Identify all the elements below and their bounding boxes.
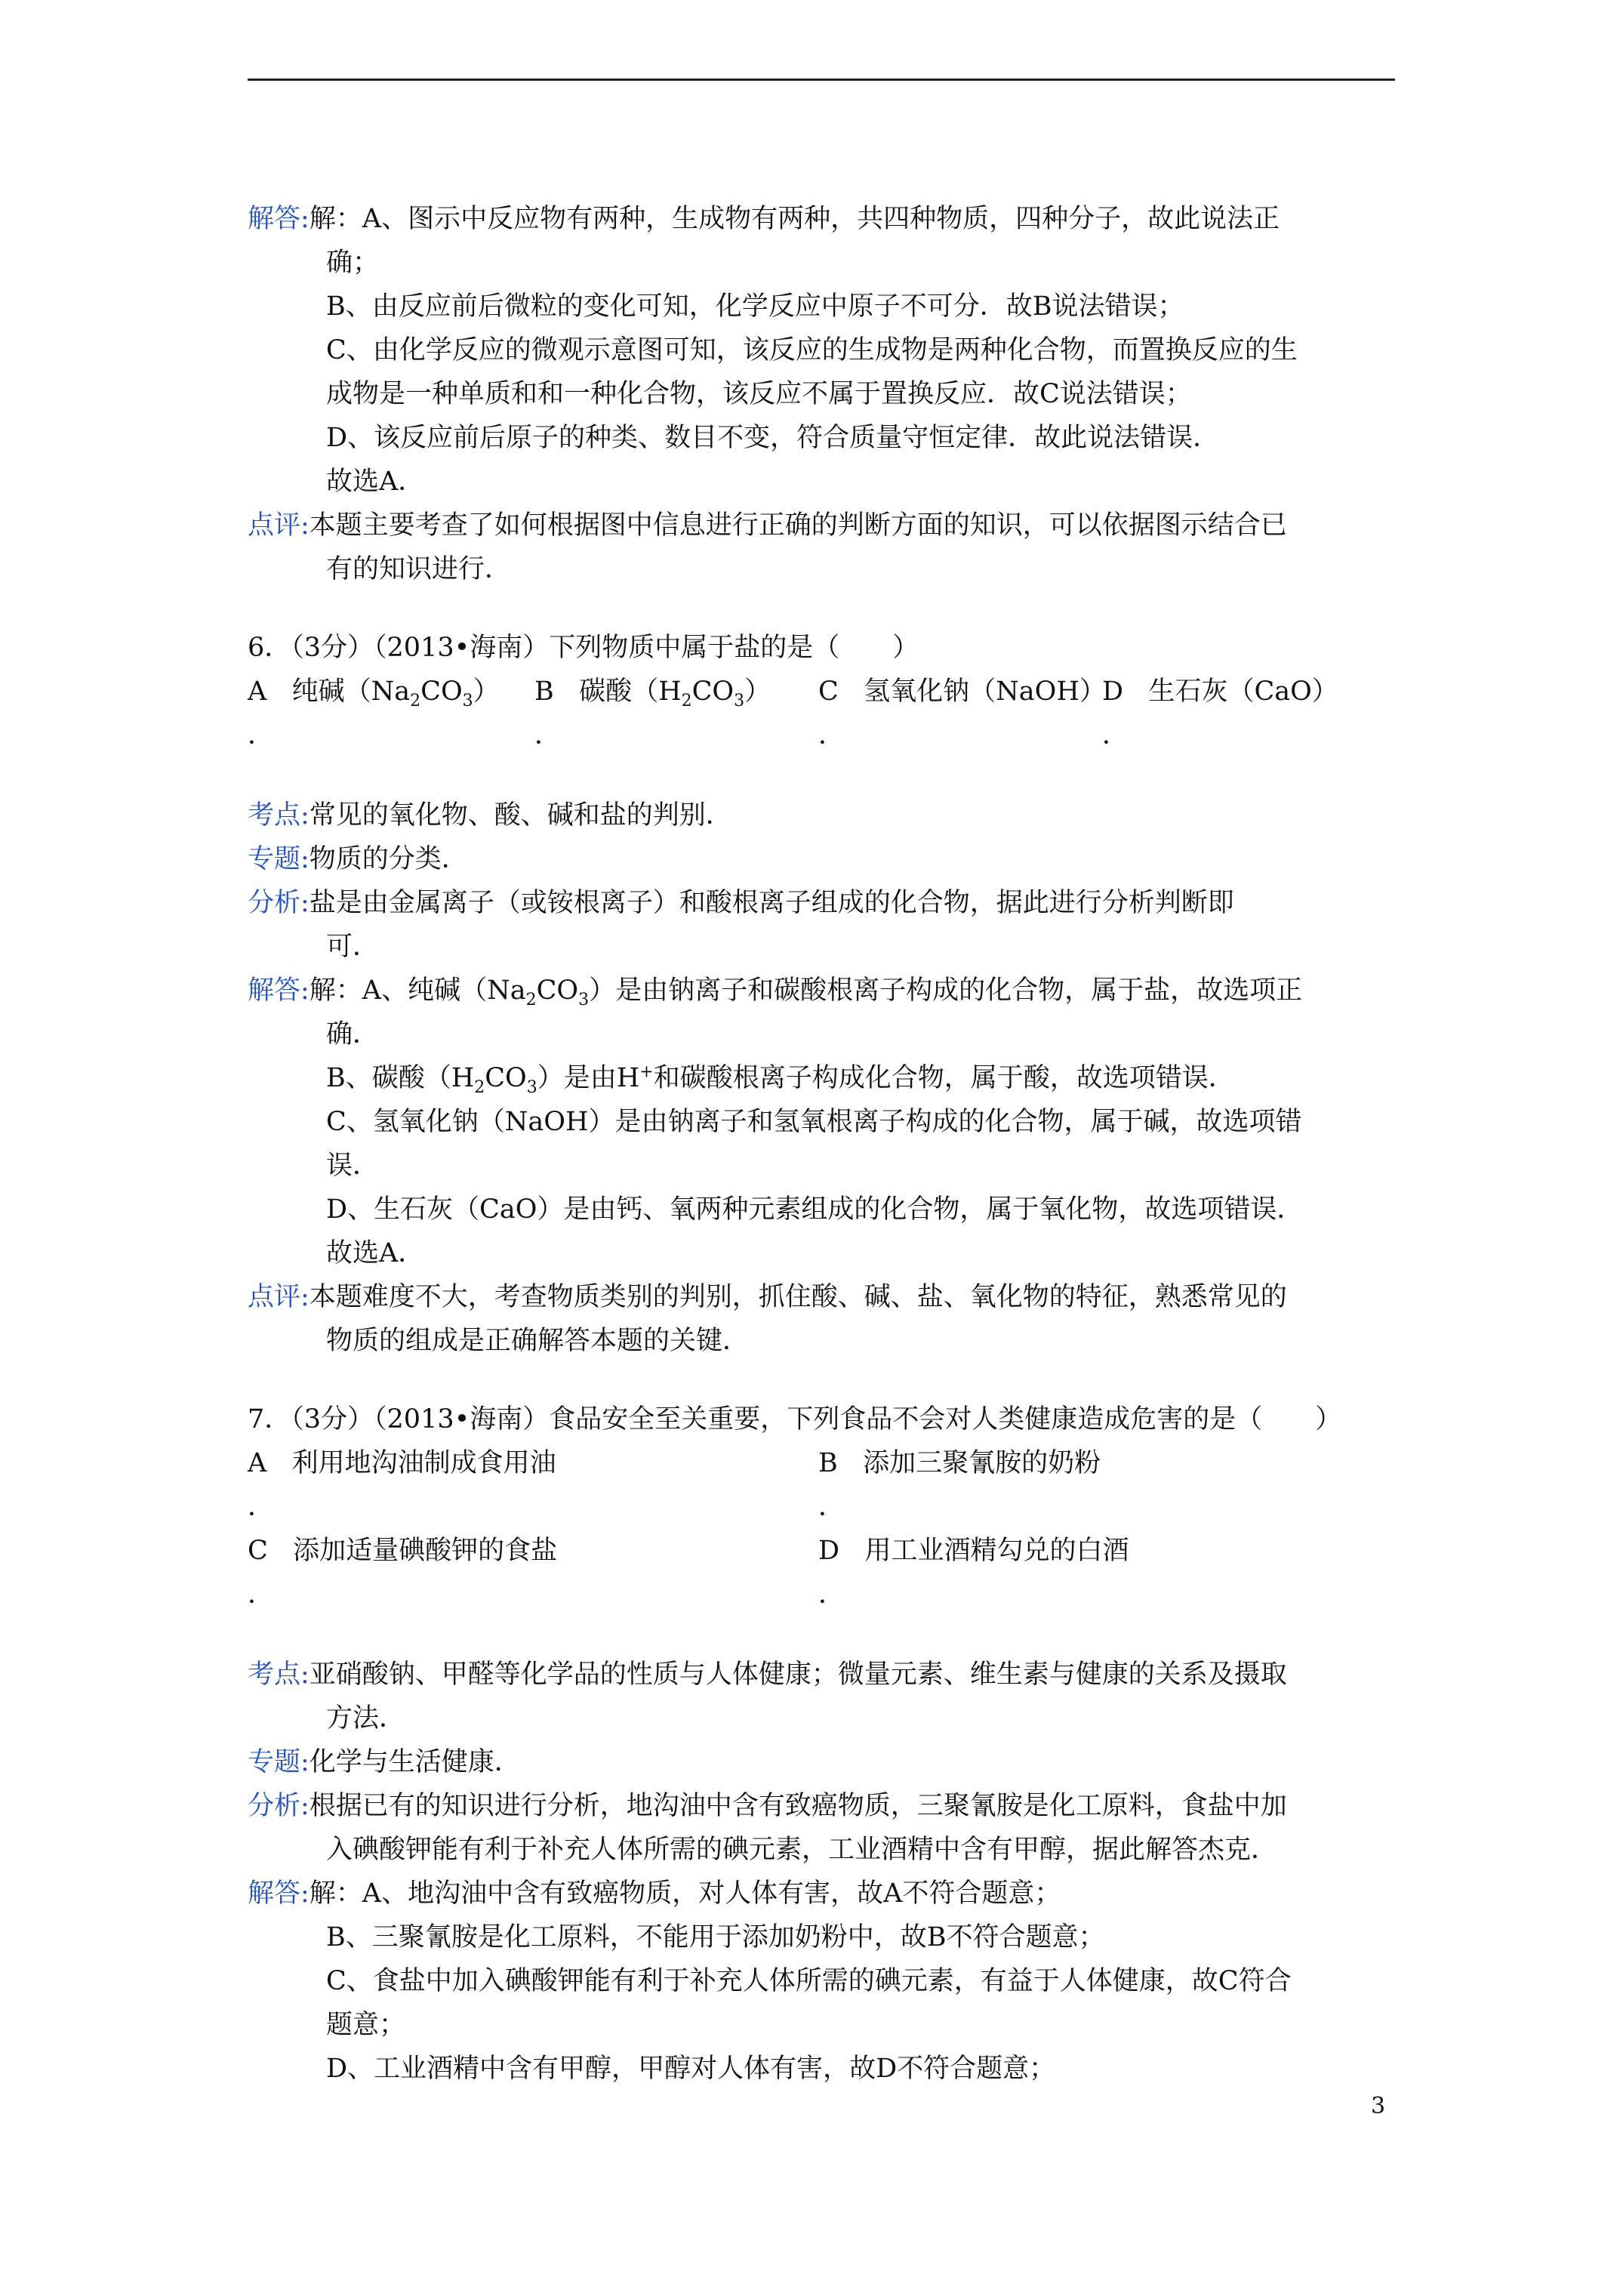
header-rule (248, 79, 1395, 81)
q7-jieda-line1: 解答:解：A、地沟油中含有致癌物质，对人体有害，故A不符合题意； (248, 1878, 1061, 1909)
q5-jieda-line3: B、由反应前后微粒的变化可知，化学反应中原子不可分．故B说法错误； (326, 291, 1184, 322)
label-kaodian: 考点: (248, 800, 310, 831)
q6-fenxi-line1: 分析:盐是由金属离子（或铵根离子）和酸根离子组成的化合物，据此进行分析判断即 (248, 888, 1234, 918)
q6-jieda-line5: 误． (326, 1151, 380, 1181)
q7-dot-a: ． (248, 1492, 275, 1522)
q5-jieda-line2: 确； (326, 248, 380, 278)
label-zhuanti: 专题: (248, 1747, 310, 1777)
q5-dianping-line2: 有的知识进行． (326, 554, 512, 584)
q6-fenxi-line2: 可． (326, 932, 380, 962)
q5-jieda-line4: C、由化学反应的微观示意图可知，该反应的生成物是两种化合物，而置换反应的生 (326, 335, 1298, 365)
q6-jieda-line6: D、生石灰（CaO）是由钙、氧两种元素组成的化合物，属于氧化物，故选项错误． (326, 1194, 1304, 1225)
label-jieda: 解答: (248, 1878, 310, 1909)
q6-jieda-line3: B、碳酸$(H_2CO_3)$是由H+和碳酸根离子构成化合物，属于酸，故选项错误． (326, 1062, 1235, 1097)
q5-dianping-line1: 点评:本题主要考查了如何根据图中信息进行正确的判断方面的知识，可以依据图示结合已 (248, 510, 1287, 541)
q7-dot-b: ． (818, 1492, 845, 1522)
q6-stem: 6．（3分）（2013•海南）下列物质中属于盐的是（ ） (248, 633, 919, 663)
q6-jieda-line4: C、氢氧化钠（NaOH）是由钠离子和氢氧根离子构成的化合物，属于碱，故选项错 (326, 1107, 1302, 1137)
label-fenxi: 分析: (248, 888, 310, 918)
label-zhuanti: 专题: (248, 844, 310, 874)
q7-option-c: C 添加适量碘酸钾的食盐 (248, 1536, 558, 1566)
q6-jieda-line2: 确． (326, 1019, 380, 1049)
label-kaodian: 考点: (248, 1660, 310, 1690)
q7-fenxi-line2: 入碘酸钾能有利于补充人体所需的碘元素，工业酒精中含有甲醇，据此解答杰克． (326, 1835, 1278, 1865)
q5-jieda-line7: 故选A． (326, 467, 425, 497)
q5-jieda-line5: 成物是一种单质和和一种化合物，该反应不属于置换反应．故C说法错误； (326, 379, 1192, 409)
q6-dot-b: ． (534, 720, 562, 750)
q7-jieda-line3: C、食盐中加入碘酸钾能有利于补充人体所需的碘元素，有益于人体健康，故C符合 (326, 1966, 1292, 1996)
q6-jieda-line1: 解答:解：A、纯碱$(Na_2CO_3)$是由钠离子和碳酸根离子构成的化合物，属于盐，故选项正 (248, 975, 1303, 1009)
q7-jieda-line5: D、工业酒精中含有甲醇，甲醇对人体有害，故D不符合题意； (326, 2054, 1056, 2084)
q6-option-b: B 碳酸$(H_2CO_3)$ (534, 676, 771, 710)
q7-kaodian-line1: 考点:亚硝酸钠、甲醛等化学品的性质与人体健康；微量元素、维生素与健康的关系及摄取 (248, 1660, 1287, 1690)
q7-option-b: B 添加三聚氰胺的奶粉 (818, 1448, 1101, 1478)
q6-option-c: C 氢氧化钠（NaOH） (818, 676, 1106, 707)
label-dianping: 点评: (248, 1282, 310, 1312)
q6-dianping-line2: 物质的组成是正确解答本题的关键． (326, 1326, 750, 1356)
q6-dianping-line1: 点评:本题难度不大，考查物质类别的判别，抓住酸、碱、盐、氧化物的特征，熟悉常见的 (248, 1282, 1287, 1312)
q6-dot-c: ． (818, 720, 845, 750)
q6-dot-d: ． (1102, 720, 1129, 750)
q7-jieda-line4: 题意； (326, 2010, 406, 2040)
q6-option-d: D 生石灰（CaO） (1102, 676, 1338, 707)
label-dianping: 点评: (248, 510, 310, 541)
q7-zhuanti: 专题:化学与生活健康． (248, 1747, 521, 1777)
label-jieda: 解答: (248, 975, 310, 1006)
q7-kaodian-line2: 方法． (326, 1703, 406, 1734)
page-number: 3 (1371, 2093, 1386, 2119)
q7-stem: 7．（3分）（2013•海南）食品安全至关重要，下列食品不会对人类健康造成危害的是（ ） (248, 1404, 1342, 1435)
label-jieda: 解答: (248, 204, 310, 234)
q7-fenxi-line1: 分析:根据已有的知识进行分析，地沟油中含有致癌物质，三聚氰胺是化工原料，食盐中加 (248, 1791, 1287, 1821)
q7-option-a: A 利用地沟油制成食用油 (248, 1448, 556, 1478)
q5-jieda-line6: D、该反应前后原子的种类、数目不变，符合质量守恒定律．故此说法错误． (326, 423, 1220, 453)
q6-dot-a: ． (248, 720, 275, 750)
q7-jieda-line2: B、三聚氰胺是化工原料，不能用于添加奶粉中，故B不符合题意； (326, 1922, 1105, 1952)
q6-jieda-line7: 故选A． (326, 1238, 425, 1268)
label-fenxi: 分析: (248, 1791, 310, 1821)
q7-dot-d: ． (818, 1579, 845, 1610)
q6-option-a: A 纯碱$(Na_2CO_3)$ (248, 676, 500, 710)
q6-kaodian: 考点:常见的氧化物、酸、碱和盐的判别． (248, 800, 732, 831)
q7-option-d: D 用工业酒精勾兑的白酒 (818, 1536, 1129, 1566)
q6-zhuanti: 专题:物质的分类． (248, 844, 468, 874)
q5-jieda-line1: 解答:解：A、图示中反应物有两种，生成物有两种，共四种物质，四种分子，故此说法正 (248, 204, 1280, 234)
q7-dot-c: ． (248, 1579, 275, 1610)
